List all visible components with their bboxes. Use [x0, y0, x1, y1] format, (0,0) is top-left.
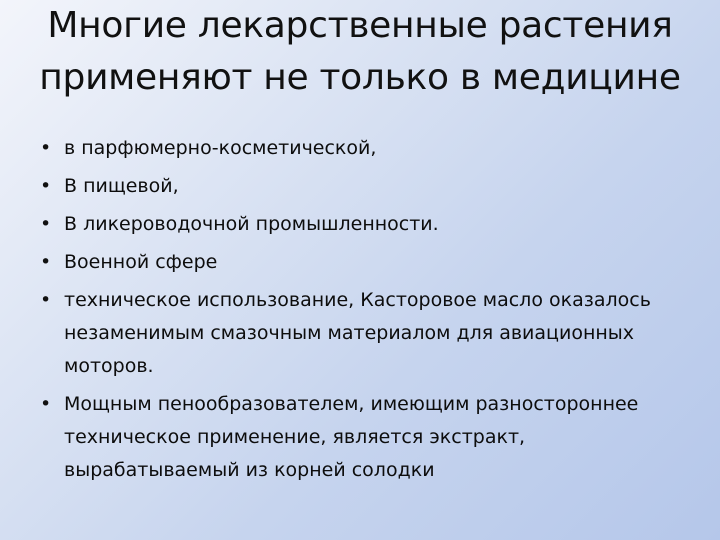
bullet-icon: • [40, 393, 52, 415]
bullet-item [40, 284, 690, 383]
bullet-icon: • [40, 213, 52, 235]
bullet-item [40, 208, 690, 241]
bullet-icon: • [40, 137, 52, 159]
bullet-text: в парфюмерно-косметической, [64, 137, 377, 159]
bullet-text: Мощным пенообразователем, имеющим разностороннее техническое применение, является экстракт, вырабатываемый из корней солодки [64, 393, 639, 481]
bullet-text: Военной сфере [64, 251, 218, 273]
bullet-text: В пищевой, [64, 175, 179, 197]
bullet-icon: • [40, 289, 52, 311]
bullet-item [40, 388, 690, 487]
bullet-item [40, 170, 690, 203]
bullet-icon: • [40, 175, 52, 197]
slide-title: Многие лекарственные растения применяют не только в медицине [39, 5, 681, 98]
bullet-text: В ликероводочной промышленности. [64, 213, 439, 235]
bullet-list [40, 132, 690, 492]
bullet-item [40, 246, 690, 279]
bullet-text: техническое использование, Касторовое масло оказалось незаменимым смазочным материалом для авиационных моторов. [64, 289, 651, 377]
bullet-item [40, 132, 690, 165]
bullet-icon: • [40, 251, 52, 273]
